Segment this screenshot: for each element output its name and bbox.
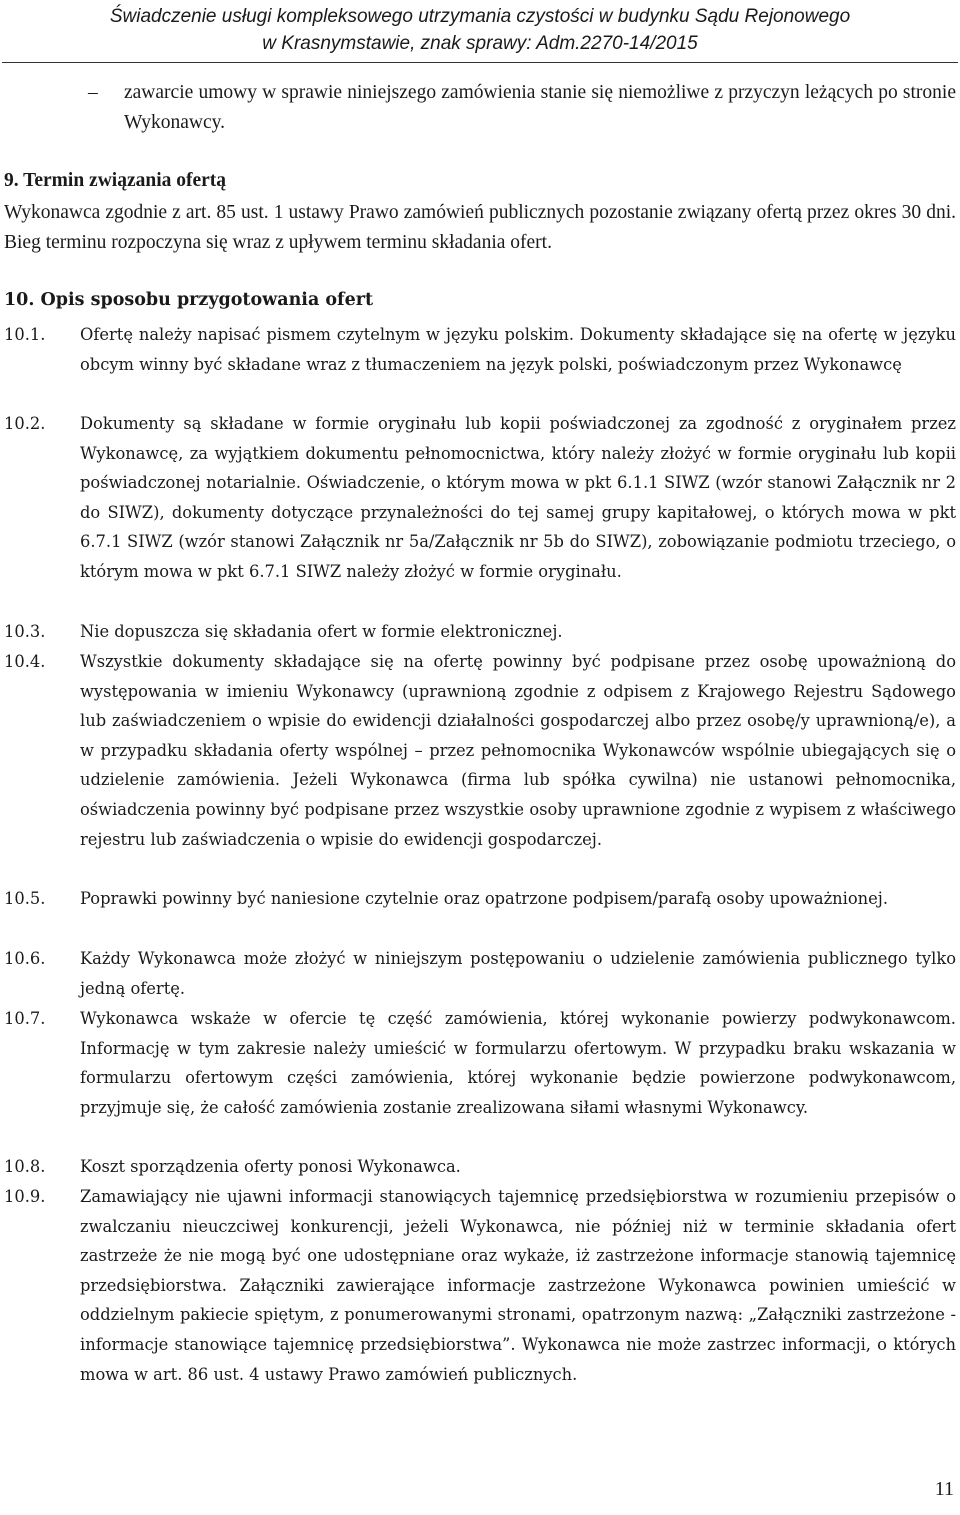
item-text: Wszystkie dokumenty składające się na ofertę powinny być podpisane przez osobę upoważnioną do występowania w imieniu Wykonawcy (uprawnioną zgodnie z odpisem z Krajowego Rejestru Sądowego lub zaświadczeniem o wpisie do ewidencji działalności gospodarczej albo przez osobę/y uprawnioną/e), a w przypadku składania oferty wspólnej – przez pełnomocnika Wykonawców wspólnie ubiegających się o udzielenie zamówienia. Jeżeli Wykonawca (firma lub spółka cywilna) nie ustanowi pełnomocnika, oświadczenia powinny być podpisane przez wszystkie osoby uprawnione zgodnie z wypisem z właściwego rejestru lub zaświadczenia o wpisie do ewidencji gospodarczej. — [80, 652, 956, 849]
item-text: Poprawki powinny być naniesione czytelnie oraz opatrzone podpisem/parafą osoby upoważnionej. — [80, 889, 889, 908]
item-text: Każdy Wykonawca może złożyć w niniejszym postępowaniu o udzielenie zamówienia publicznego tylko jedną ofertę. — [80, 949, 956, 998]
bullet-text: zawarcie umowy w sprawie niniejszego zamówienia stanie się niemożliwe z przyczyn leżących po stronie Wykonawcy. — [124, 82, 956, 133]
item-number: 10.7. — [4, 1009, 46, 1028]
item-number: 10.8. — [4, 1157, 46, 1176]
item-text: Dokumenty są składane w formie oryginału lub kopii poświadczonej za zgodność z oryginałem przez Wykonawcę, za wyjątkiem dokumentu pełnomocnictwa, który należy złożyć w formie oryginału lub kopii poświadczonej notarialnie. Oświadczenie, o którym mowa w pkt 6.1.1 SIWZ (wzór stanowi Załącznik nr 2 do SIWZ), dokumenty dotyczące przynależności do tej samej grupy kapitałowej, o których mowa w pkt 6.7.1 SIWZ (wzór stanowi Załącznik nr 5a/Załącznik nr 5b do SIWZ), zobowiązanie podmiotu trzeciego, o którym mowa w pkt 6.7.1 SIWZ należy złożyć w formie oryginału. — [80, 414, 956, 581]
item-number: 10.4. — [4, 652, 46, 671]
item-text: Ofertę należy napisać pismem czytelnym w języku polskim. Dokumenty składające się na ofertę w języku obcym winny być składane wraz z tłumaczeniem na język polski, poświadczonym przez Wykonawcę — [80, 325, 956, 374]
header-line-1: Świadczenie usługi kompleksowego utrzymania czystości w budynku Sądu Rejonowego — [109, 6, 851, 27]
section-9-heading: 9. Termin związania ofertą — [4, 170, 227, 191]
item-number: 10.1. — [4, 325, 46, 344]
section-10-heading: 10. Opis sposobu przygotowania ofert — [4, 290, 374, 310]
item-number: 10.6. — [4, 949, 46, 968]
section-9-text: Wykonawca zgodnie z art. 85 ust. 1 ustawy Prawo zamówień publicznych pozostanie związany ofertą przez okres 30 dni. Bieg terminu rozpoczyna się wraz z upływem terminu składania ofert. — [4, 202, 956, 253]
header-line-2: w Krasnymstawie, znak sprawy: Adm.2270-14/2015 — [262, 33, 698, 54]
item-number: 10.5. — [4, 889, 46, 908]
item-text: Nie dopuszcza się składania ofert w formie elektronicznej. — [80, 622, 563, 641]
item-number: 10.2. — [4, 414, 46, 433]
item-number: 10.9. — [4, 1187, 46, 1206]
page-number: 11 — [934, 1478, 954, 1500]
header-divider — [2, 62, 958, 63]
item-text: Zamawiający nie ujawni informacji stanowiących tajemnicę przedsiębiorstwa w rozumieniu przepisów o zwalczaniu nieuczciwej konkurencji, jeżeli Wykonawca, nie później niż w terminie składania ofert zastrzeże że nie mogą być one udostępniane oraz wykaże, iż zastrzeżone informacje stanowią tajemnicę przedsiębiorstwa. Załączniki zawierające informacje zastrzeżone Wykonawca powinien umieścić w oddzielnym pakiecie spiętym, z ponumerowanymi stronami, opatrzonym nazwą: „Załączniki zastrzeżone - informacje stanowiące tajemnicę przedsiębiorstwa”. Wykonawca nie może zastrzec informacji, o których mowa w art. 86 ust. 4 ustawy Prawo zamówień publicznych. — [80, 1187, 956, 1384]
item-number: 10.3. — [4, 622, 46, 641]
bullet-dash: – — [88, 82, 98, 103]
item-text: Wykonawca wskaże w ofercie tę część zamówienia, której wykonanie powierzy podwykonawcom. Informację w tym zakresie należy umieścić w formularzu ofertowym. W przypadku braku wskazania w formularzu ofertowym części zamówienia, której wykonanie będzie powierzone podwykonawcom, przyjmuje się, że całość zamówienia zostanie zrealizowana siłami własnymi Wykonawcy. — [80, 1009, 956, 1117]
item-text: Koszt sporządzenia oferty ponosi Wykonawca. — [80, 1157, 461, 1176]
